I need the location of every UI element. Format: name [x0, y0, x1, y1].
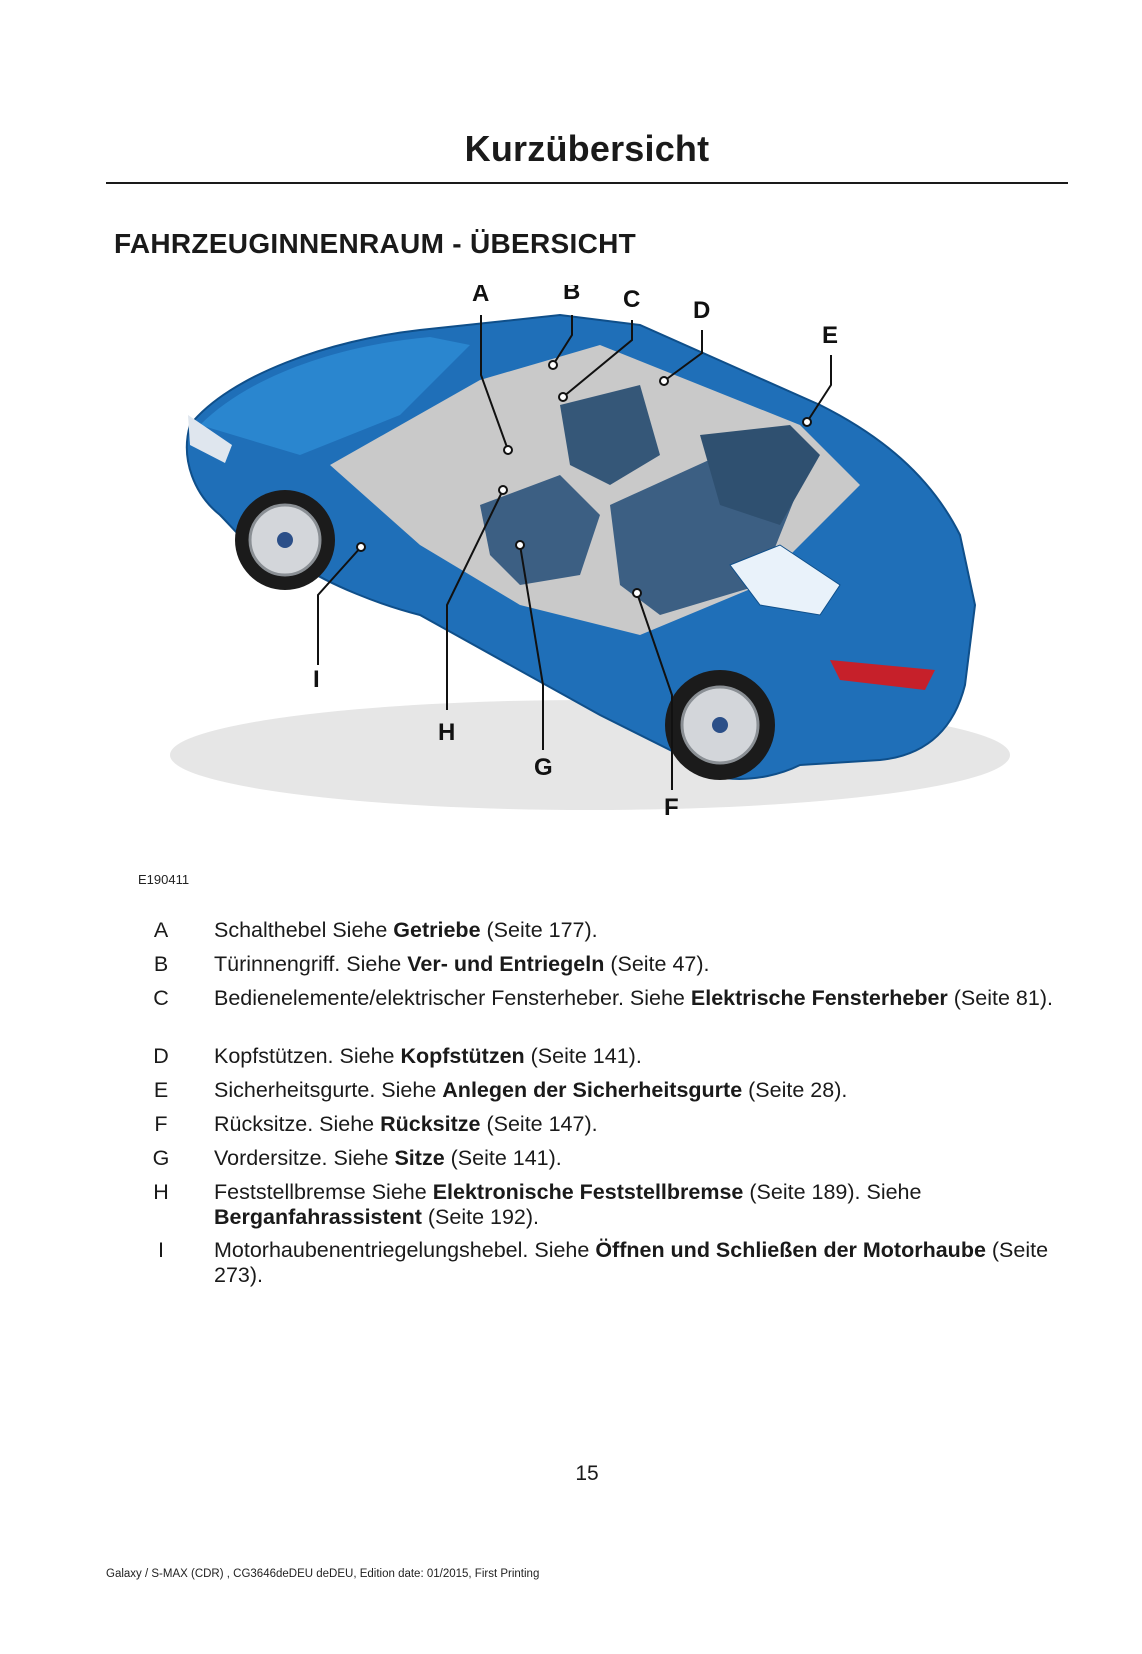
legend-key: F — [154, 1112, 168, 1136]
legend-text — [214, 1044, 1064, 1069]
footer-edition-info: Galaxy / S-MAX (CDR) , CG3646deDEU deDEU, Edition date: 01/2015, First Printing — [106, 1568, 540, 1580]
legend-text-part: (Seite 147). — [480, 1112, 598, 1136]
legend-text — [214, 952, 1064, 977]
legend-text — [214, 1146, 1064, 1171]
legend-key: B — [153, 952, 169, 976]
callout-label-f: F — [664, 794, 679, 821]
legend-reference: Elektronische Feststellbremse — [432, 1180, 744, 1204]
legend-key: E — [153, 1078, 169, 1102]
legend-text-part: Sicherheitsgurte. Siehe — [214, 1078, 443, 1102]
legend-text-part: (Seite 177). — [480, 918, 598, 942]
legend-text-part: (Seite 189). Siehe — [743, 1180, 922, 1204]
legend-key: I — [158, 1238, 164, 1262]
callout-label-g: G — [534, 754, 553, 781]
section-title: FAHRZEUGINNENRAUM - ÜBERSICHT — [114, 228, 637, 259]
legend-text-part: (Seite 47). — [604, 952, 710, 976]
page-number: 15 — [575, 1462, 599, 1485]
legend-reference: Öffnen und Schließen der Motorhaube — [595, 1238, 986, 1262]
legend-text-part: Schalthebel Siehe — [214, 918, 394, 942]
legend-text — [214, 986, 1064, 1011]
legend-text — [214, 1078, 1064, 1103]
legend-text — [214, 1180, 1064, 1230]
legend-reference: Anlegen der Sicherheitsgurte — [442, 1078, 743, 1102]
legend-key: G — [152, 1146, 170, 1170]
callout-label-i: I — [313, 666, 320, 693]
header-divider — [106, 182, 1068, 184]
vehicle-illustration — [0, 285, 1142, 885]
legend-text-part: (Seite 192). — [421, 1205, 540, 1229]
legend-reference: Getriebe — [393, 918, 481, 942]
legend-text-part: (Seite 141). — [524, 1044, 642, 1068]
legend-text-part: Rücksitze. Siehe — [214, 1112, 381, 1136]
callout-label-c: C — [623, 286, 641, 313]
vehicle-interior-figure — [0, 285, 1142, 885]
legend-reference: Kopfstützen — [400, 1044, 525, 1068]
legend-text — [214, 1112, 1064, 1137]
legend-reference: Ver- und Entriegeln — [407, 952, 605, 976]
legend-text-part: Vordersitze. Siehe — [214, 1146, 395, 1170]
legend-text-part: Türinnengriff. Siehe — [214, 952, 408, 976]
legend-key: C — [153, 986, 169, 1010]
legend-text-part: (Seite 81). — [947, 986, 1053, 1010]
legend-text — [214, 1238, 1064, 1288]
legend-reference: Sitze — [394, 1146, 445, 1170]
legend-reference: Elektrische Fensterheber — [690, 986, 948, 1010]
legend-text-part: Bedienelemente/elektrischer Fensterheber. Siehe — [214, 986, 691, 1010]
legend-key: H — [153, 1180, 169, 1204]
legend-key: A — [153, 918, 169, 942]
legend-text-part: (Seite 28). — [742, 1078, 848, 1102]
legend-reference: Rücksitze — [380, 1112, 481, 1136]
legend-text-part: Motorhaubenentriegelungshebel. Siehe — [214, 1238, 596, 1262]
legend-text-part: (Seite 273). — [214, 1238, 1049, 1287]
callout-label-b: B — [563, 285, 581, 305]
legend-text-part: (Seite 141). — [444, 1146, 562, 1170]
rear-wheel — [665, 670, 775, 780]
legend-key: D — [153, 1044, 169, 1068]
callout-label-d: D — [693, 297, 711, 324]
page-header-title: Kurzübersicht — [464, 128, 710, 169]
callout-label-a: A — [472, 285, 490, 307]
legend-text-part: Kopfstützen. Siehe — [214, 1044, 401, 1068]
callout-label-h: H — [438, 719, 456, 746]
legend-reference: Berganfahrassistent — [214, 1205, 422, 1229]
front-wheel — [235, 490, 335, 590]
legend-text-part: Feststellbremse Siehe — [214, 1180, 433, 1204]
legend-text — [214, 918, 1064, 943]
figure-id: E190411 — [138, 872, 190, 887]
callout-label-e: E — [822, 322, 839, 349]
